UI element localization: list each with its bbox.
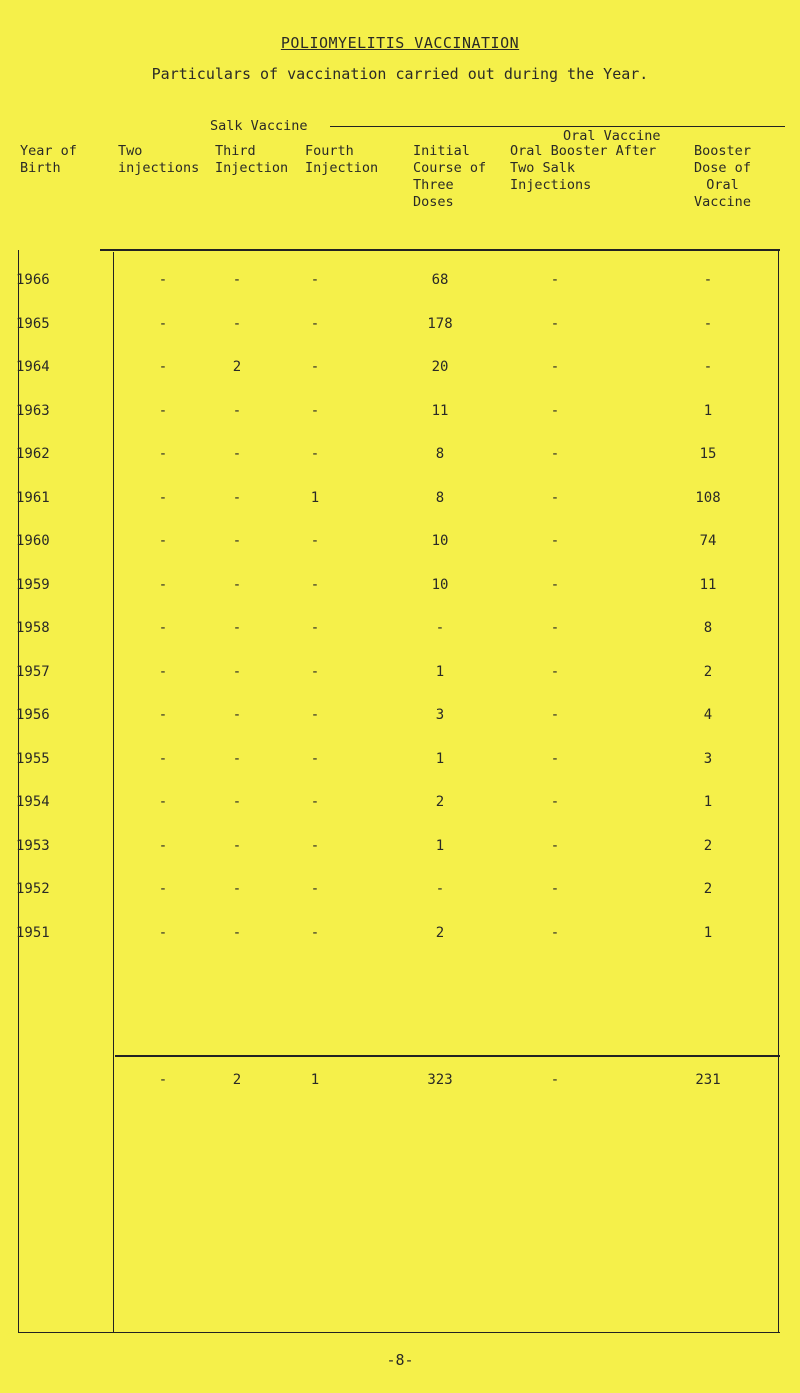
table-cell: - — [310, 751, 320, 767]
col-header-oral-booster-after-salk: Oral Booster After Two Salk Injections — [510, 143, 657, 193]
total-cell: 2 — [232, 1072, 242, 1088]
table-cell: - — [232, 925, 242, 941]
table-right-rule — [778, 250, 779, 1332]
table-cell: - — [703, 272, 713, 288]
table-cell: 20 — [431, 359, 449, 375]
table-cell: - — [158, 316, 168, 332]
table-cell: 74 — [699, 533, 717, 549]
row-year: 1966 — [16, 272, 50, 288]
table-cell: - — [232, 403, 242, 419]
col-header-year-of-birth: Year of Birth — [20, 143, 77, 176]
table-cell: 3 — [435, 707, 445, 723]
table-cell: - — [232, 577, 242, 593]
table-cell: - — [703, 359, 713, 375]
table-cell: - — [550, 881, 560, 897]
table-cell: - — [158, 359, 168, 375]
table-cell: 1 — [435, 838, 445, 854]
table-cell: - — [310, 272, 320, 288]
table-cell: - — [550, 446, 560, 462]
table-cell: - — [158, 533, 168, 549]
table-cell: - — [158, 403, 168, 419]
table-cell: 15 — [699, 446, 717, 462]
table-cell: 1 — [703, 403, 713, 419]
row-year: 1955 — [16, 751, 50, 767]
table-cell: 11 — [699, 577, 717, 593]
table-cell: - — [310, 316, 320, 332]
row-year: 1959 — [16, 577, 50, 593]
table-cell: 3 — [703, 751, 713, 767]
table-cell: 2 — [435, 794, 445, 810]
table-cell: - — [232, 316, 242, 332]
table-cell: 2 — [232, 359, 242, 375]
row-year: 1952 — [16, 881, 50, 897]
table-cell: - — [158, 272, 168, 288]
table-cell: - — [550, 794, 560, 810]
table-cell: 2 — [703, 838, 713, 854]
table-cell: - — [550, 272, 560, 288]
table-cell: 108 — [695, 490, 721, 506]
table-cell: 1 — [310, 490, 320, 506]
table-cell: 2 — [435, 925, 445, 941]
table-cell: - — [232, 272, 242, 288]
table-cell: - — [550, 533, 560, 549]
table-cell: - — [550, 838, 560, 854]
table-cell: - — [550, 577, 560, 593]
table-cell: - — [232, 533, 242, 549]
table-cell: - — [310, 707, 320, 723]
table-cell: - — [310, 446, 320, 462]
page-title: POLIOMYELITIS VACCINATION — [280, 34, 520, 52]
table-cell: - — [550, 359, 560, 375]
header-top-rule — [330, 126, 785, 127]
table-cell: - — [232, 620, 242, 636]
table-cell: 1 — [703, 794, 713, 810]
table-cell: 178 — [427, 316, 453, 332]
table-cell: 4 — [703, 707, 713, 723]
row-year: 1965 — [16, 316, 50, 332]
table-cell: - — [550, 707, 560, 723]
col-header-two-injections: Two injections — [118, 143, 200, 176]
header-bottom-rule — [100, 249, 780, 251]
table-cell: - — [310, 925, 320, 941]
oral-vaccine-header: Oral Vaccine — [563, 128, 661, 144]
col-header-fourth-injection: Fourth Injection — [305, 143, 379, 176]
table-cell: - — [158, 707, 168, 723]
table-cell: 10 — [431, 577, 449, 593]
total-cell: - — [158, 1072, 168, 1088]
table-cell: 8 — [435, 490, 445, 506]
page-subtitle: Particulars of vaccination carried out during the Year. — [151, 65, 649, 83]
table-cell: - — [158, 620, 168, 636]
table-cell: - — [435, 620, 445, 636]
table-cell: 8 — [703, 620, 713, 636]
table-cell: - — [232, 446, 242, 462]
table-cell: - — [310, 620, 320, 636]
totals-top-rule — [115, 1055, 780, 1057]
row-year: 1951 — [16, 925, 50, 941]
table-cell: - — [232, 794, 242, 810]
table-cell: - — [310, 577, 320, 593]
table-cell: - — [158, 446, 168, 462]
table-cell: - — [232, 664, 242, 680]
year-column-rule — [113, 252, 114, 1332]
table-cell: 1 — [435, 751, 445, 767]
table-cell: 1 — [703, 925, 713, 941]
table-cell: 1 — [435, 664, 445, 680]
table-cell: 68 — [431, 272, 449, 288]
table-cell: - — [310, 359, 320, 375]
row-year: 1963 — [16, 403, 50, 419]
table-cell: - — [310, 881, 320, 897]
table-cell: - — [158, 881, 168, 897]
table-cell: 2 — [703, 881, 713, 897]
table-cell: 8 — [435, 446, 445, 462]
row-year: 1954 — [16, 794, 50, 810]
table-cell: - — [550, 664, 560, 680]
table-cell: - — [158, 838, 168, 854]
table-cell: - — [232, 490, 242, 506]
table-cell: - — [158, 664, 168, 680]
table-cell: - — [550, 751, 560, 767]
table-cell: - — [310, 533, 320, 549]
total-cell: 231 — [695, 1072, 721, 1088]
col-header-initial-course: Initial Course of Three Doses — [413, 143, 487, 210]
table-cell: - — [158, 577, 168, 593]
table-cell: - — [158, 794, 168, 810]
table-cell: - — [310, 838, 320, 854]
page-number: -8- — [386, 1351, 414, 1369]
table-cell: - — [550, 620, 560, 636]
row-year: 1964 — [16, 359, 50, 375]
table-cell: - — [550, 490, 560, 506]
col-header-booster-dose: Booster Dose of Oral Vaccine — [694, 143, 751, 210]
table-cell: - — [232, 707, 242, 723]
row-year: 1961 — [16, 490, 50, 506]
total-cell: 1 — [310, 1072, 320, 1088]
row-year: 1962 — [16, 446, 50, 462]
col-header-third-injection: Third Injection — [215, 143, 289, 176]
row-year: 1957 — [16, 664, 50, 680]
table-bottom-rule — [18, 1332, 780, 1333]
table-cell: - — [310, 403, 320, 419]
salk-vaccine-header: Salk Vaccine — [210, 118, 308, 134]
row-year: 1956 — [16, 707, 50, 723]
total-cell: 323 — [427, 1072, 453, 1088]
table-cell: - — [703, 316, 713, 332]
table-cell: 10 — [431, 533, 449, 549]
table-cell: - — [232, 751, 242, 767]
table-cell: 2 — [703, 664, 713, 680]
table-cell: - — [550, 925, 560, 941]
table-cell: - — [310, 664, 320, 680]
table-cell: - — [158, 490, 168, 506]
row-year: 1958 — [16, 620, 50, 636]
table-cell: - — [435, 881, 445, 897]
table-cell: - — [158, 751, 168, 767]
total-cell: - — [550, 1072, 560, 1088]
table-cell: - — [232, 881, 242, 897]
table-cell: - — [550, 316, 560, 332]
table-cell: - — [232, 838, 242, 854]
table-cell: - — [158, 925, 168, 941]
table-cell: 11 — [431, 403, 449, 419]
row-year: 1953 — [16, 838, 50, 854]
table-cell: - — [310, 794, 320, 810]
table-cell: - — [550, 403, 560, 419]
row-year: 1960 — [16, 533, 50, 549]
